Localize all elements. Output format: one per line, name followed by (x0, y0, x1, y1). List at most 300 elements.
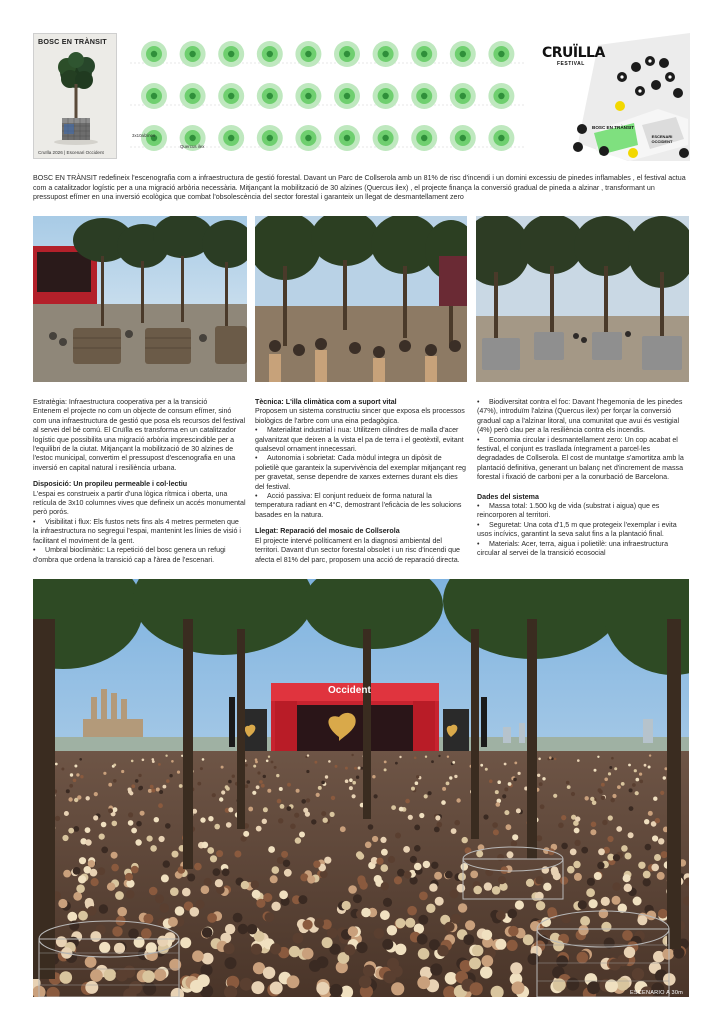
crowd-head (394, 876, 402, 884)
crowd-head (67, 912, 77, 922)
crowd-head (628, 764, 631, 767)
plan-tree-marker (257, 125, 283, 151)
crowd-head (88, 860, 95, 867)
crowd-head (526, 879, 534, 887)
crowd-head (476, 850, 483, 857)
crowd-head (111, 852, 118, 859)
crowd-head (131, 760, 134, 763)
crowd-head (202, 758, 205, 761)
crowd-head (551, 866, 559, 874)
crowd-head (116, 969, 128, 981)
crowd-head (574, 873, 582, 881)
crowd-head (93, 815, 98, 820)
crowd-head (516, 808, 521, 813)
crowd-head (241, 881, 249, 889)
crowd-head (484, 882, 492, 890)
crowd-head (74, 798, 78, 802)
crowd-head (634, 769, 637, 772)
crowd-head (613, 854, 620, 861)
crowd-head (417, 934, 428, 945)
crowd-head (418, 915, 428, 925)
plan-tree-marker (334, 41, 360, 67)
crowd-head (458, 873, 466, 881)
crowd-head (358, 767, 361, 770)
crowd-head (90, 931, 101, 942)
crowd-head (91, 878, 99, 886)
crowd-head (454, 820, 460, 826)
crowd-head (457, 884, 466, 893)
crowd-head (315, 761, 318, 764)
crowd-head (256, 785, 260, 789)
plan-tree-marker (180, 83, 206, 109)
crowd-head (587, 981, 600, 994)
crowd-head (271, 761, 274, 764)
crowd-head (352, 781, 356, 785)
plan-label-count: 3x10alzines (132, 133, 156, 138)
crowd-head (76, 773, 79, 776)
crowd-head (624, 947, 635, 958)
crowd-head (496, 802, 501, 807)
crowd-head (431, 760, 434, 763)
crowd-head (152, 760, 155, 763)
crowd-head (435, 815, 440, 820)
crowd-head (537, 774, 540, 777)
crowd-head (138, 774, 141, 777)
crowd-head (616, 826, 622, 832)
crowd-head (252, 890, 261, 899)
crowd-head (316, 982, 329, 995)
crowd-head (644, 819, 649, 824)
crowd-head (391, 982, 404, 995)
crowd-head (357, 853, 364, 860)
crowd-head (387, 925, 397, 935)
crowd-head (222, 868, 230, 876)
crowd-head (424, 794, 428, 798)
crowd-head (136, 821, 142, 827)
crowd-head (638, 862, 645, 869)
crowd-head (567, 785, 571, 789)
crowd-head (599, 909, 609, 919)
crowd-head (570, 849, 577, 856)
crowd-head (601, 897, 610, 906)
crowd-head (340, 826, 346, 832)
crowd-head (462, 837, 468, 843)
crowd-head (234, 851, 241, 858)
crowd-head (73, 826, 79, 832)
crowd-head (256, 899, 265, 908)
crowd-head (365, 842, 372, 849)
crowd-head (299, 832, 305, 838)
crowd-head (380, 837, 386, 843)
crowd-head (101, 847, 108, 854)
crowd-head (359, 975, 372, 988)
crowd-head (115, 891, 124, 900)
crowd-head (251, 880, 259, 888)
crowd-head (417, 976, 430, 989)
crowd-head (60, 971, 73, 984)
map-zone-label: BOSC EN TRÀNSIT (592, 125, 635, 130)
crowd-head (465, 920, 475, 930)
crowd-head (374, 928, 385, 939)
crowd-head (616, 978, 629, 991)
crowd-head (344, 944, 355, 955)
crowd-head (592, 800, 597, 805)
crowd-head (602, 820, 607, 825)
crowd-head (208, 816, 213, 821)
crowd-head (219, 797, 223, 801)
crowd-head (108, 808, 113, 813)
crowd-head (348, 926, 358, 936)
crowd-head (223, 943, 234, 954)
crowd-head (207, 913, 217, 923)
crowd-head (405, 918, 415, 928)
crowd-head (586, 888, 595, 897)
crowd-head (561, 843, 568, 850)
crowd-head (643, 878, 651, 886)
strategy-heading: Estratègia: Infraestructura cooperativa per a la transició (33, 398, 208, 406)
crowd-head (325, 775, 328, 778)
crowd-head (601, 922, 611, 932)
crowd-head (247, 780, 251, 784)
crowd-head (295, 837, 301, 843)
crowd-head (179, 784, 183, 788)
crowd-head (399, 756, 401, 758)
crowd-head (112, 807, 117, 812)
crowd-head (303, 808, 308, 813)
crowd-head (287, 806, 292, 811)
crowd-head (85, 981, 98, 994)
crowd-head (79, 758, 82, 761)
cruilla-logo: CRUÏLLA (542, 45, 605, 61)
crowd-head (658, 838, 664, 844)
crowd-head (451, 914, 461, 924)
crowd-head (497, 854, 504, 861)
crowd-head (216, 850, 223, 857)
legacy-body: El projecte intervé políticament en la diagnosi ambiental del territori. Davant d'un sector forestal obsolet i un risc d'incendi que afecta el 81% del parc, proposem una acció de reparació directa. (255, 536, 460, 564)
crowd-head (577, 759, 580, 762)
crowd-head (140, 811, 145, 816)
crowd-head (604, 778, 608, 782)
crowd-head (213, 868, 221, 876)
crowd-head (155, 894, 164, 903)
crowd-head (271, 902, 280, 911)
crowd-head (146, 942, 157, 953)
crowd-head (653, 797, 657, 801)
crowd-head (598, 848, 605, 855)
crowd-head (383, 971, 396, 984)
system-data-heading: Dades del sistema (477, 492, 539, 501)
crowd-head (635, 791, 639, 795)
crowd-head (228, 780, 232, 784)
crowd-head (515, 900, 524, 909)
crowd-head (372, 775, 375, 778)
crowd-head (268, 846, 275, 853)
crowd-head (101, 822, 107, 828)
crowd-head (55, 763, 58, 766)
crowd-head (437, 945, 448, 956)
crowd-head (482, 930, 493, 941)
crowd-head (621, 845, 628, 852)
crowd-head (251, 944, 262, 955)
crowd-head (279, 787, 283, 791)
crowd-head (335, 765, 338, 768)
crowd-head (351, 754, 353, 756)
crowd-head (511, 841, 517, 847)
crowd-head (177, 771, 180, 774)
crowd-head (558, 823, 564, 829)
crowd-head (138, 786, 142, 790)
crowd-head (324, 857, 331, 864)
crowd-head (349, 778, 353, 782)
crowd-head (270, 943, 281, 954)
crowd-head (111, 864, 119, 872)
crowd-head (450, 890, 459, 899)
crowd-head (539, 782, 543, 786)
stage-brand-sign: Occident (328, 685, 371, 696)
crowd-head (348, 885, 357, 894)
crowd-head (536, 901, 545, 910)
crowd-head (267, 789, 271, 793)
crowd-head (571, 792, 575, 796)
distance-caption: ESCENARIO A 30m (629, 990, 683, 996)
crowd-head (357, 875, 365, 883)
crowd-head (300, 873, 308, 881)
crowd-head (202, 927, 213, 938)
plan-tree-marker (450, 41, 476, 67)
crowd-head (481, 955, 493, 967)
crowd-head (108, 783, 112, 787)
crowd-head (566, 978, 579, 991)
crowd-head (190, 907, 200, 917)
crowd-head (107, 883, 115, 891)
crowd-head (86, 796, 90, 800)
crowd-head (190, 980, 203, 993)
crowd-head (434, 827, 440, 833)
crowd-head (510, 962, 522, 974)
crowd-head (530, 921, 540, 931)
crowd-head (245, 764, 248, 767)
crowd-head (611, 757, 614, 760)
crowd-head (452, 761, 455, 764)
crowd-head (261, 784, 265, 788)
crowd-head (243, 831, 249, 837)
crowd-head (301, 799, 306, 804)
crowd-head (306, 798, 310, 802)
crowd-head (504, 810, 509, 815)
crowd-head (408, 815, 413, 820)
crowd-head (151, 789, 155, 793)
crowd-head (632, 968, 644, 980)
crowd-head (591, 822, 597, 828)
crowd-head (85, 956, 97, 968)
crowd-head (270, 982, 283, 995)
crowd-head (566, 781, 570, 785)
crowd-head (143, 982, 156, 995)
bullet-materiality: • Materialitat industrial i nua: Utilitzem cilindres de malla d'acer galvanitzat que deixen a la vista el pa de terra i el geotèxtil, evitant qualsevol ornament innecessari. (255, 426, 467, 454)
crowd-head (76, 884, 85, 893)
crowd-head (441, 800, 446, 805)
crowd-head (293, 933, 304, 944)
crowd-head (290, 824, 296, 830)
crowd-head (445, 871, 453, 879)
crowd-head (150, 845, 157, 852)
crowd-head (640, 780, 644, 784)
plan-tree-marker (218, 83, 244, 109)
plan-tree-marker (373, 125, 399, 151)
crowd-head (397, 869, 405, 877)
crowd-head (327, 928, 338, 939)
crowd-head (259, 780, 263, 784)
crowd-head (395, 918, 405, 928)
crowd-head (657, 872, 665, 880)
crowd-head (154, 969, 166, 981)
crowd-head (594, 872, 602, 880)
crowd-head (255, 761, 258, 764)
crowd-head (438, 755, 440, 757)
bullet-circular: • Economia circular i desmantellament zero: Un cop acabat el festival, el conjunt es trasllada íntegrament a parcel·les degradades de Collserola. El cost de muntatge s'amortitza amb la plantació definitiva, generant un balanç net d'increment de massa forestal i fixació de carboni per a la conurbació de Barcelona. (477, 436, 689, 483)
crowd-head (287, 975, 300, 988)
crowd-head (225, 924, 235, 934)
crowd-head (395, 762, 398, 765)
crowd-head (298, 895, 307, 904)
crowd-head (263, 967, 275, 979)
crowd-head (578, 925, 588, 935)
plan-tree-marker (180, 41, 206, 67)
crowd-head (226, 822, 232, 828)
crowd-head (543, 883, 551, 891)
crowd-head (644, 764, 647, 767)
crowd-head (498, 876, 506, 884)
bullet-biodiversity: • Biodiversitat contra el foc: Davant l'hegemonia de les pinedes (47%), introduïm l'alzina (Quercus ilex) per forçar la conversió gradual cap a l'alzinar litoral, una comunitat que avui és vestigial (4%) però clau per a la resiliència contra els incendis. (477, 398, 689, 436)
crowd-head (113, 779, 117, 783)
crowd-head (423, 861, 430, 868)
crowd-head (636, 778, 640, 782)
crowd-head (99, 942, 110, 953)
layout-body: L'espai es construeix a partir d'una lògica rítmica i oberta, una retícula de 3x10 columnes vives que defineix un accés monumental però porós. (33, 489, 246, 517)
crowd-head (382, 939, 393, 950)
bullet-safety: • Seguretat: Una cota d'1,5 m que protegeix l'exemplar i evita usos incívics, garantint la seva salut fins a la plantació final. (477, 521, 689, 540)
render-card (33, 33, 117, 159)
crowd-head (150, 785, 154, 789)
crowd-head (296, 789, 300, 793)
crowd-head (395, 833, 401, 839)
card-caption: Cruïlla 2026 | Escenari Occident (38, 150, 104, 155)
crowd-head (214, 824, 220, 830)
crowd-head (63, 870, 71, 878)
crowd-head (414, 757, 417, 760)
crowd-head (660, 791, 664, 795)
crowd-head (171, 760, 174, 763)
crowd-head (131, 866, 139, 874)
crowd-head (598, 788, 602, 792)
crowd-head (256, 826, 262, 832)
crowd-head (253, 765, 256, 768)
bullet-mass: • Massa total: 1.500 kg de vida (substrat i aigua) que es reincorporen al territori. (477, 502, 689, 521)
crowd-head (492, 886, 501, 895)
crowd-head (501, 866, 509, 874)
crowd-head (210, 855, 217, 862)
crowd-head (257, 771, 260, 774)
crowd-head (429, 883, 437, 891)
crowd-head (313, 861, 320, 868)
crowd-head (73, 779, 77, 783)
crowd-head (454, 775, 457, 778)
crowd-head (404, 871, 412, 879)
crowd-head (629, 788, 633, 792)
crowd-head (419, 813, 424, 818)
crowd-head (169, 774, 172, 777)
plan-tree-marker (334, 125, 360, 151)
crowd-head (495, 790, 499, 794)
crowd-head (70, 773, 73, 776)
crowd-head (306, 770, 309, 773)
crowd-head (157, 936, 168, 947)
crowd-head (447, 756, 449, 758)
crowd-head (147, 836, 153, 842)
crowd-head (518, 772, 521, 775)
plan-tree-marker (411, 125, 437, 151)
crowd-head (90, 969, 103, 982)
crowd-head (163, 860, 170, 867)
crowd-head (281, 851, 288, 858)
crowd-head (611, 798, 615, 802)
crowd-head (114, 943, 125, 954)
crowd-head (645, 844, 652, 851)
technique-heading: Tècnica: L'illa climàtica com a suport vital (255, 398, 397, 406)
crowd-head (654, 854, 661, 861)
crowd-head (142, 970, 155, 983)
crowd-head (581, 847, 588, 854)
crowd-head (161, 874, 169, 882)
crowd-head (182, 888, 191, 897)
tree-render-illustration (34, 34, 117, 159)
plan-tree-marker (218, 125, 244, 151)
crowd-head (187, 874, 195, 882)
bullet-autonomy: • Autonomia i sobrietat: Cada mòdul integra un dipòsit de polietilè que garanteix la supervivència del exemplar mitjançant reg per gravetat, sense dependre de xarxes externes durant els dies del festival. (255, 454, 467, 492)
crowd-head (69, 784, 73, 788)
crowd-head (263, 807, 268, 812)
crowd-head (512, 834, 518, 840)
crowd-head (361, 908, 371, 918)
crowd-head (331, 796, 335, 800)
crowd-head (502, 794, 506, 798)
crowd-head (135, 779, 139, 783)
crowd-head (330, 984, 343, 997)
crowd-head (94, 792, 98, 796)
crowd-head (74, 765, 77, 768)
crowd-head (483, 814, 488, 819)
crowd-head (311, 819, 316, 824)
crowd-head (514, 762, 517, 765)
crowd-head (637, 915, 647, 925)
crowd-head (538, 758, 541, 761)
crowd-head (419, 892, 428, 901)
crowd-head (437, 822, 443, 828)
crowd-head (395, 944, 406, 955)
crowd-head (207, 847, 214, 854)
crowd-head (302, 948, 314, 960)
crowd-head (489, 780, 493, 784)
plan-tree-marker (257, 41, 283, 67)
crowd-head (655, 818, 660, 823)
crowd-head (451, 828, 457, 834)
crowd-head (574, 828, 580, 834)
crowd-head (376, 858, 383, 865)
bullet-visibility: • Visibilitat i flux: Els fustos nets fins als 4 metres permeten que la infraestructura no segregui l'espai, mantenint les línies de visió i facilitant el moviment de la gent. (33, 518, 246, 546)
text-column-1 (33, 398, 246, 565)
crowd-head (126, 880, 134, 888)
crowd-head (158, 803, 163, 808)
